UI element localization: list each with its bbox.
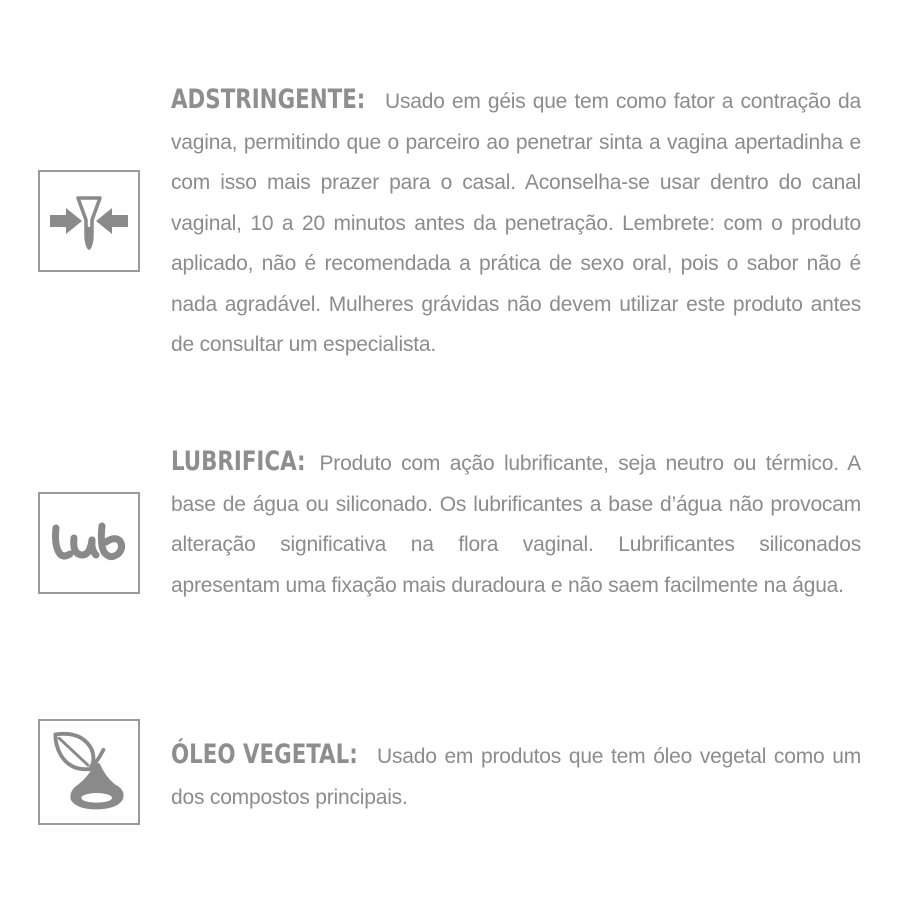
feature-title: ÓLEO VEGETAL: [171, 739, 358, 770]
feature-body: Usado em géis que tem como fator a contração da vagina, permitindo que o parceiro ao penetrar sinta a vagina apertadinha e com isso mais prazer para o casal. Aconselha-se usar dentro do canal vaginal, 10 a 20 minutos antes da penetração. Lembrete: com o produto aplicado, não é recomendada a prática de sexo oral, pois o sabor não é nada agradável. Mulheres grávidas não devem utilizar este produto antes de consultar um especialista. [171, 90, 861, 356]
feature-title: LUBRIFICA: [171, 446, 306, 477]
feature-body: Produto com ação lubrificante, seja neutro ou térmico. A base de água ou siliconado. Os lubrificantes a base d’água não provocam alteração significativa na flora vaginal. Lubrificantes siliconados apresentam uma fixação mais duradoura e não saem facilmente na água. [171, 452, 861, 597]
feature-body: Usado em produtos que tem óleo vegetal como um dos compostos principais. [171, 745, 861, 809]
feature-text [171, 735, 861, 818]
tightening-arrows-icon [38, 170, 140, 272]
lub-icon [38, 492, 140, 594]
feature-text [171, 442, 861, 606]
leaf-oil-drop-icon [38, 719, 140, 825]
feature-text [171, 80, 861, 366]
feature-title: ADSTRINGENTE: [171, 84, 366, 115]
